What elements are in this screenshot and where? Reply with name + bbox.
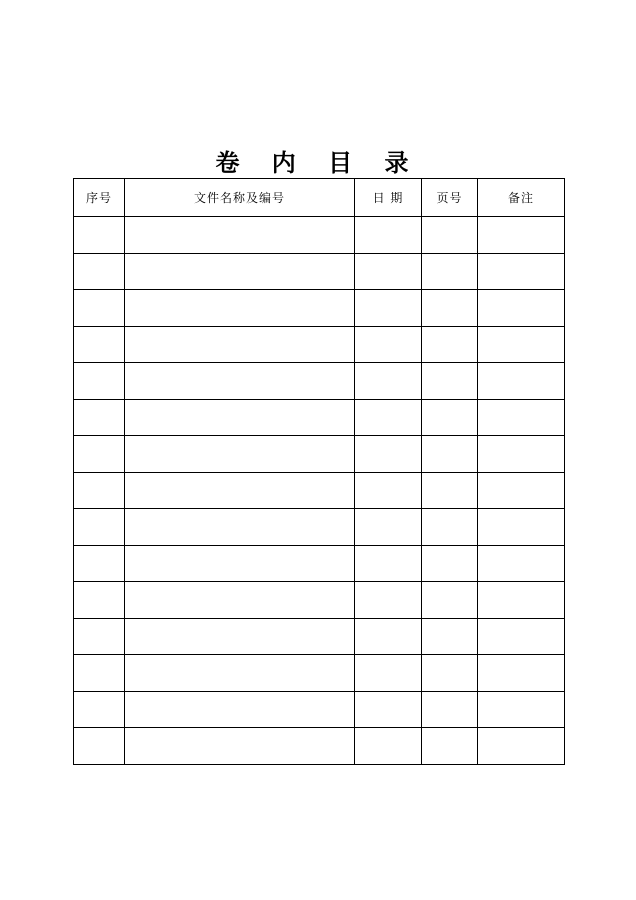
file-name-cell[interactable] [125, 290, 355, 327]
date-cell[interactable] [355, 691, 422, 728]
page-number-cell[interactable] [422, 399, 478, 436]
page-number-cell[interactable] [422, 363, 478, 400]
serial-number-cell[interactable] [74, 326, 125, 363]
page-number-cell[interactable] [422, 253, 478, 290]
file-name-cell[interactable] [125, 545, 355, 582]
remarks-cell[interactable] [478, 217, 565, 254]
remarks-cell[interactable] [478, 728, 565, 765]
table-row [74, 217, 565, 254]
serial-number-cell[interactable] [74, 399, 125, 436]
page-number-cell[interactable] [422, 618, 478, 655]
remarks-cell[interactable] [478, 253, 565, 290]
date-cell[interactable] [355, 399, 422, 436]
table-row [74, 326, 565, 363]
date-cell[interactable] [355, 472, 422, 509]
page-number-cell[interactable] [422, 217, 478, 254]
header-file-name-and-number: 文件名称及编号 [125, 179, 355, 217]
file-name-cell[interactable] [125, 436, 355, 473]
file-name-cell[interactable] [125, 399, 355, 436]
table-row [74, 363, 565, 400]
remarks-cell[interactable] [478, 655, 565, 692]
serial-number-cell[interactable] [74, 436, 125, 473]
file-name-cell[interactable] [125, 618, 355, 655]
remarks-cell[interactable] [478, 399, 565, 436]
serial-number-cell[interactable] [74, 509, 125, 546]
date-cell[interactable] [355, 290, 422, 327]
header-remarks: 备注 [478, 179, 565, 217]
date-cell[interactable] [355, 545, 422, 582]
table-row [74, 290, 565, 327]
table-row [74, 728, 565, 765]
remarks-cell[interactable] [478, 691, 565, 728]
serial-number-cell[interactable] [74, 253, 125, 290]
date-cell[interactable] [355, 363, 422, 400]
file-name-cell[interactable] [125, 217, 355, 254]
file-name-cell[interactable] [125, 509, 355, 546]
table-row [74, 509, 565, 546]
file-name-cell[interactable] [125, 728, 355, 765]
date-cell[interactable] [355, 253, 422, 290]
file-name-cell[interactable] [125, 326, 355, 363]
page-number-cell[interactable] [422, 545, 478, 582]
table-row [74, 691, 565, 728]
table-body [74, 217, 565, 765]
table-row [74, 545, 565, 582]
page-number-cell[interactable] [422, 326, 478, 363]
file-name-cell[interactable] [125, 363, 355, 400]
serial-number-cell[interactable] [74, 217, 125, 254]
table-row [74, 436, 565, 473]
serial-number-cell[interactable] [74, 655, 125, 692]
remarks-cell[interactable] [478, 545, 565, 582]
file-name-cell[interactable] [125, 582, 355, 619]
date-cell[interactable] [355, 436, 422, 473]
table-row [74, 655, 565, 692]
file-name-cell[interactable] [125, 655, 355, 692]
date-cell[interactable] [355, 728, 422, 765]
date-cell[interactable] [355, 326, 422, 363]
table-row [74, 253, 565, 290]
remarks-cell[interactable] [478, 472, 565, 509]
serial-number-cell[interactable] [74, 728, 125, 765]
page-number-cell[interactable] [422, 472, 478, 509]
date-cell[interactable] [355, 217, 422, 254]
serial-number-cell[interactable] [74, 545, 125, 582]
page-number-cell[interactable] [422, 436, 478, 473]
header-date: 日 期 [355, 179, 422, 217]
remarks-cell[interactable] [478, 618, 565, 655]
table-header-row [74, 179, 565, 217]
page-number-cell[interactable] [422, 691, 478, 728]
serial-number-cell[interactable] [74, 691, 125, 728]
date-cell[interactable] [355, 655, 422, 692]
remarks-cell[interactable] [478, 436, 565, 473]
serial-number-cell[interactable] [74, 618, 125, 655]
serial-number-cell[interactable] [74, 290, 125, 327]
serial-number-cell[interactable] [74, 582, 125, 619]
page-number-cell[interactable] [422, 655, 478, 692]
file-name-cell[interactable] [125, 472, 355, 509]
date-cell[interactable] [355, 618, 422, 655]
date-cell[interactable] [355, 582, 422, 619]
page-number-cell[interactable] [422, 290, 478, 327]
page-title: 卷 内 目 录 [215, 149, 421, 177]
table-row [74, 399, 565, 436]
date-cell[interactable] [355, 509, 422, 546]
header-serial-number: 序号 [74, 179, 125, 217]
remarks-cell[interactable] [478, 326, 565, 363]
remarks-cell[interactable] [478, 290, 565, 327]
remarks-cell[interactable] [478, 582, 565, 619]
header-page-number: 页号 [422, 179, 478, 217]
catalog-table [73, 178, 565, 765]
remarks-cell[interactable] [478, 509, 565, 546]
remarks-cell[interactable] [478, 363, 565, 400]
table-row [74, 582, 565, 619]
page-number-cell[interactable] [422, 728, 478, 765]
serial-number-cell[interactable] [74, 472, 125, 509]
file-name-cell[interactable] [125, 253, 355, 290]
table-row [74, 472, 565, 509]
table-row [74, 618, 565, 655]
serial-number-cell[interactable] [74, 363, 125, 400]
page-number-cell[interactable] [422, 509, 478, 546]
page-number-cell[interactable] [422, 582, 478, 619]
file-name-cell[interactable] [125, 691, 355, 728]
